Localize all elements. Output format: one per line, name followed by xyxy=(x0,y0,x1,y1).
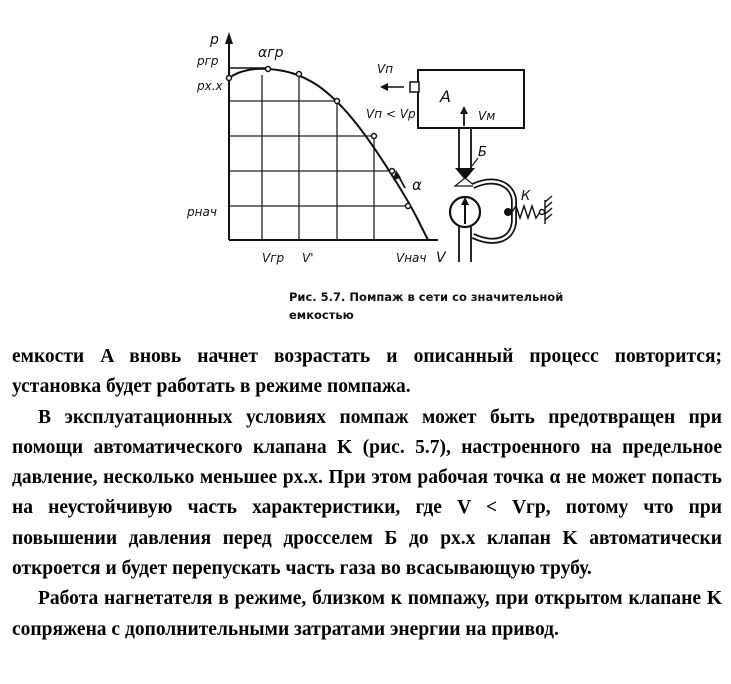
throttle-leader xyxy=(472,158,478,166)
alpha-label: α xyxy=(412,176,422,194)
alpha-gr-label: αгр xyxy=(258,45,284,61)
figure xyxy=(0,0,731,290)
p-gr-label: pгр xyxy=(197,54,219,68)
v-gr-label: Vгр xyxy=(262,251,285,265)
axes xyxy=(229,40,438,240)
vm-label: Vм xyxy=(478,109,496,123)
outlet-nozzle xyxy=(410,82,419,92)
throttle-lower xyxy=(455,178,475,186)
k-label: К xyxy=(521,189,531,204)
vp-less-label: Vп < Vр xyxy=(366,107,416,121)
vp-arrow-head xyxy=(380,83,388,91)
paragraph-3: Работа нагнетателя в режиме, близком к помпажу, при открытом клапане K сопряжена с дополнительными затратами энергии на привод. xyxy=(12,588,722,640)
characteristic-curve xyxy=(229,69,428,240)
p-nach-label: pнач xyxy=(187,205,217,219)
b-label: Б xyxy=(478,145,487,160)
p-axis-arrow xyxy=(225,32,233,44)
block-a-label: A xyxy=(440,87,451,106)
valve-k xyxy=(504,208,512,216)
vp-label: Vп xyxy=(377,62,394,76)
p-xx-label: pх.х xyxy=(197,79,223,93)
v-nach-label: Vнач xyxy=(396,251,427,265)
figure-caption: Рис. 5.7. Помпаж в сети со значительной емкостью xyxy=(289,290,564,322)
suction-pipe xyxy=(459,227,471,262)
v-axis-label: V xyxy=(436,250,446,266)
body-text xyxy=(12,342,722,645)
block-a xyxy=(418,70,524,128)
paragraph-2: В эксплуатационных условиях помпаж может быть предотвращен при помощи автоматического клапана K (рис. 5.7), настроенного на предельное давление, несколько меньшее pх.х. При этом рабочая точка α не может попасть на неустойчивую часть характеристики, где V < Vгр, потому что при повышении давления перед дросселем Б до pх.х клапан K автоматически откроется и будет перепускать часть газа во всасывающую трубу. xyxy=(12,406,722,580)
v-prime-label: V' xyxy=(302,251,314,265)
paragraph-1: емкости A вновь начнет возрастать и описанный процесс повторится; установка будет работать в режиме помпажа. xyxy=(12,346,722,398)
ground-mount xyxy=(540,196,553,224)
p-axis-label: p xyxy=(210,32,219,48)
